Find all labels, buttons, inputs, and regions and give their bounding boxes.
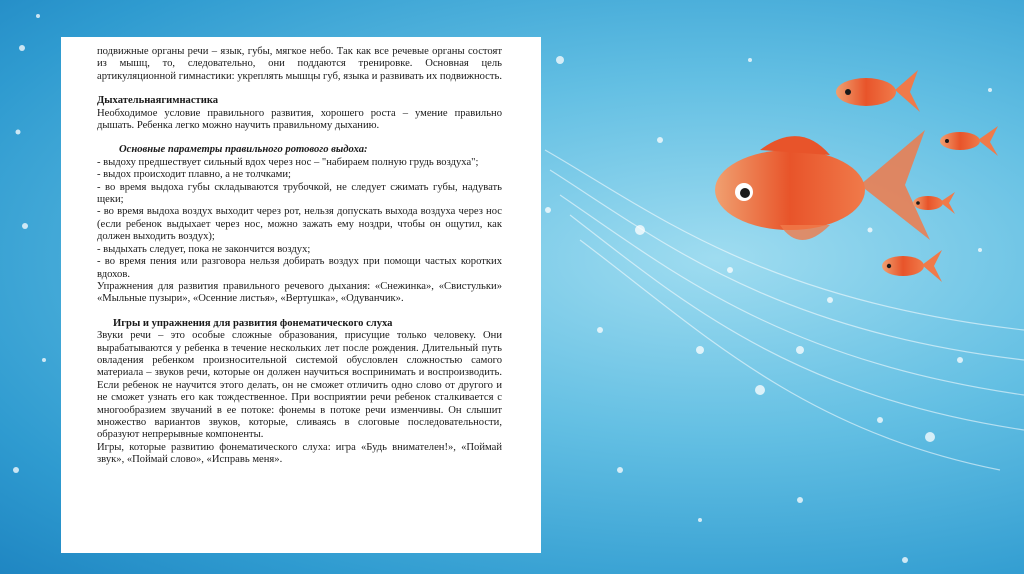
goldfish-small-3 [913, 192, 955, 214]
exhale-params-heading: Основные параметры правильного ротового выдоха: [119, 144, 368, 156]
phonemic-heading: Игры и упражнения для развития фонематического слуха [113, 317, 393, 329]
spacer [97, 306, 502, 318]
spacer [97, 132, 502, 144]
breathing-exercises: Упражнения для развития правильного речевого дыхания: «Снежинка», «Свистульки» «Мыльные пузыри», «Осенние листья», «Вертушка», «Одуванчик». [97, 280, 502, 305]
intro-paragraph: подвижные органы речи – язык, губы, мягкое небо. Так как все речевые органы состоят из мышц, то, следовательно, они поддаются тренировке. Основная цель артикуляционной гимнастики: укреплять мышцы губ, языка и развивать их подвижность. [97, 46, 502, 82]
goldfish-small-1 [836, 70, 920, 112]
breathing-text: Необходимое условие правильного развития, хорошего роста – умение правильно дышать. Ребенка легко можно научить правильному дыханию. [97, 107, 502, 132]
list-item: - выдох происходит плавно, а не толчками; [97, 169, 291, 181]
phonemic-text: Звуки речи – это особые сложные образования, присущие только человеку. Они вырабатываются у ребенка в течение нескольких лет после рождения. Длительный путь овладения ребенком произносительной системой обусловлен сложностью самого материала – звуков речи, которые он должен научиться воспринимать и воспроизводить. Если ребенок не научится этого делать, он не сможет отличить одно слово от другого и не сможет узнать его как тождественное. При восприятии речи ребенок сталкивается с многообразием звучаний в ее потоке: фонемы в потоке речи изменчивы. Он слышит множество вариантов звуков, которые, сливаясь в слоговые последовательности, образуют непрерывные компоненты. [97, 330, 502, 441]
list-item: - во время выдоха губы складываются трубочкой, не следует сжимать губы, надувать щеки; [97, 181, 502, 206]
phonemic-games: Игры, которые развитию фонематического слуха: игра «Будь внимателен!», «Поймай звук», «Поймай слово», «Исправь меня». [97, 441, 502, 466]
goldfish-large [715, 130, 930, 240]
goldfish-small-2 [940, 126, 998, 156]
list-item: - во время выдоха воздух выходит через рот, нельзя допускать выхода воздуха через нос (если ребенок выдыхает через нос, можно зажать ему ноздри, чтобы он ощутил, как должен выходить воздух); [97, 206, 502, 243]
list-item: - выдоху предшествует сильный вдох через нос – "набираем полную грудь воздуха"; [97, 156, 479, 168]
spacer [97, 83, 502, 95]
list-item: - выдыхать следует, пока не закончится воздух; [97, 243, 311, 255]
document-page [61, 37, 541, 553]
breathing-heading: Дыхательнаягимнастика [97, 95, 219, 107]
list-item: - во время пения или разговора нельзя добирать воздух при помощи частых коротких вдохов. [97, 256, 502, 280]
goldfish-small-4 [882, 250, 942, 282]
